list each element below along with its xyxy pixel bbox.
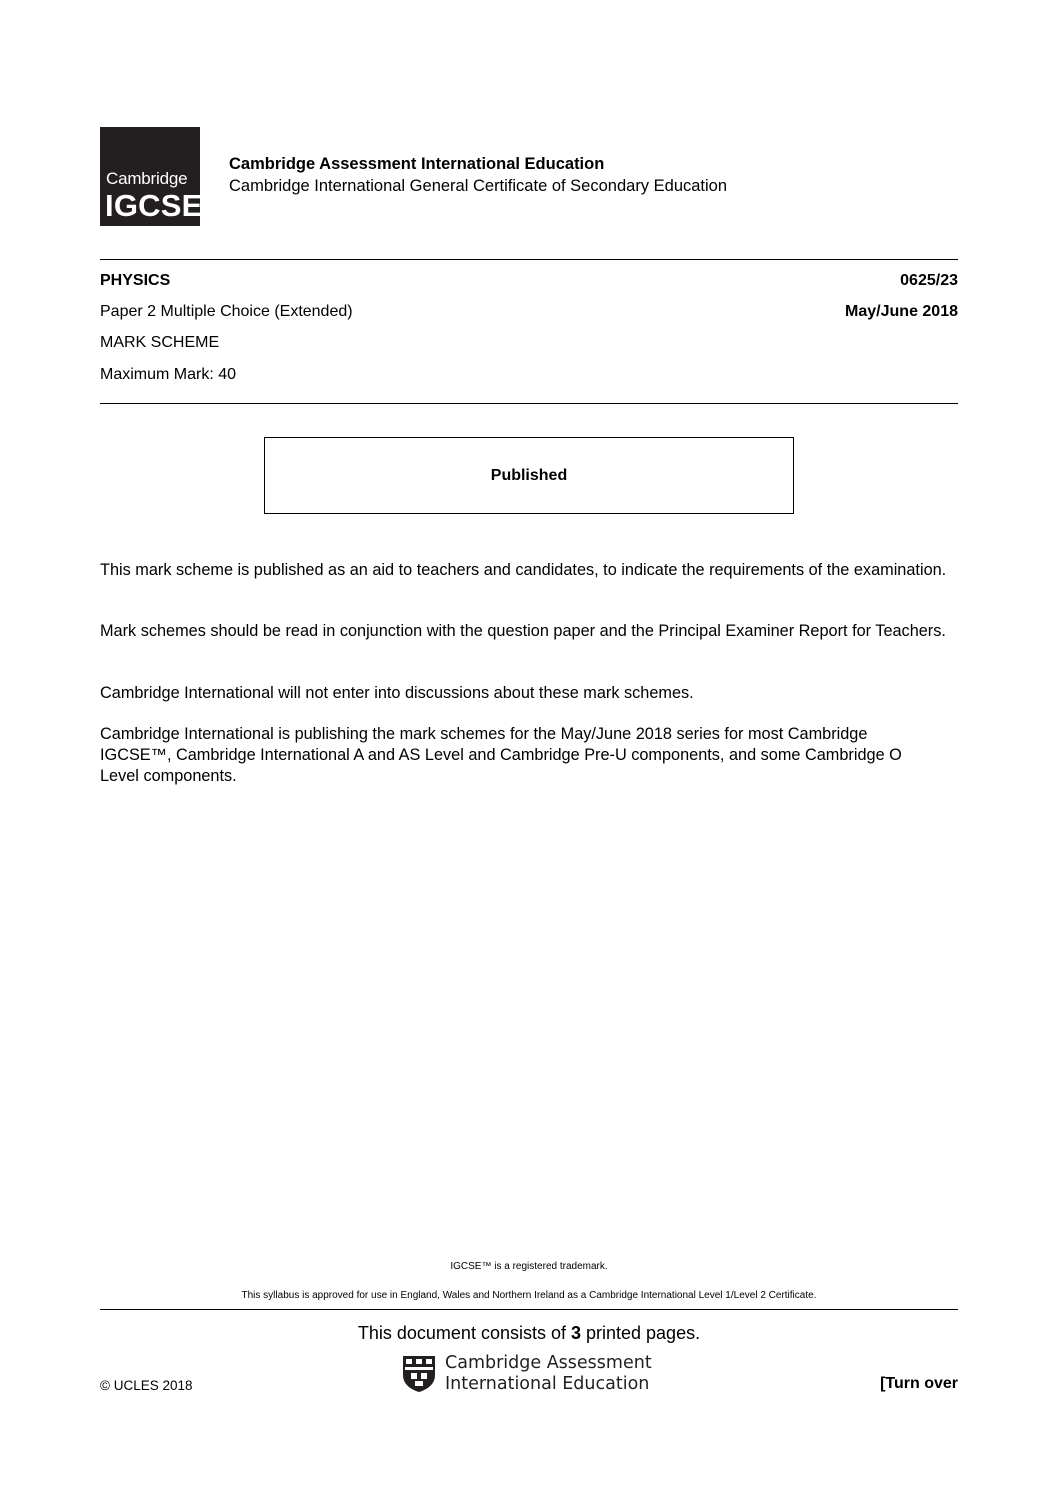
publication-status-box [264,437,794,514]
logo-cambridge-text: Cambridge [106,169,188,188]
page-count-statement [0,1323,1058,1344]
body-paragraph: Cambridge International is publishing the mark schemes for the May/June 2018 series for most Cambridge IGCSE™, Cambridge International A and AS Level and Cambridge Pre-U components, and some Cambridge O Level components. [100,725,902,785]
page-count-prefix: This document consists of [357,1323,571,1343]
page-count-suffix: printed pages. [581,1323,701,1343]
footer-logo-line1: Cambridge Assessment [445,1353,652,1373]
footer-logo-line2: International Education [445,1374,650,1394]
maximum-mark: Maximum Mark: 40 [100,366,237,383]
cambridge-assessment-logo [402,1353,662,1395]
meta-divider [100,403,958,404]
turn-over-label: [Turn over [880,1375,958,1392]
paper-code: 0625/23 [900,272,958,289]
body-paragraph: This mark scheme is published as an aid to teachers and candidates, to indicate the requirements of the examination. [100,561,947,579]
body-paragraph: Mark schemes should be read in conjunction with the question paper and the Principal Examiner Report for Teachers. [100,622,946,640]
qualification-subtitle: Cambridge International General Certificate of Secondary Education [229,177,728,195]
publication-status-label: Published [490,467,568,484]
header-divider [100,259,958,260]
exam-session: May/June 2018 [845,303,958,320]
organisation-title: Cambridge Assessment International Education [229,155,605,173]
body-paragraph: Cambridge International will not enter into discussions about these mark schemes. [100,684,694,702]
university-shield-icon [402,1355,436,1393]
copyright-notice: © UCLES 2018 [100,1378,193,1393]
footer-divider [100,1309,958,1310]
cambridge-igcse-logo [100,127,203,226]
logo-igcse-text: IGCSE [105,188,203,223]
subject-name: PHYSICS [100,272,171,289]
document-type: MARK SCHEME [100,334,220,351]
paper-title: Paper 2 Multiple Choice (Extended) [100,303,353,320]
syllabus-approval-note: This syllabus is approved for use in England, Wales and Northern Ireland as a Cambridge International Level 1/Level 2 Certificate. [241,1290,817,1301]
trademark-note: IGCSE™ is a registered trademark. [450,1261,608,1272]
page-count-number: 3 [570,1323,581,1343]
